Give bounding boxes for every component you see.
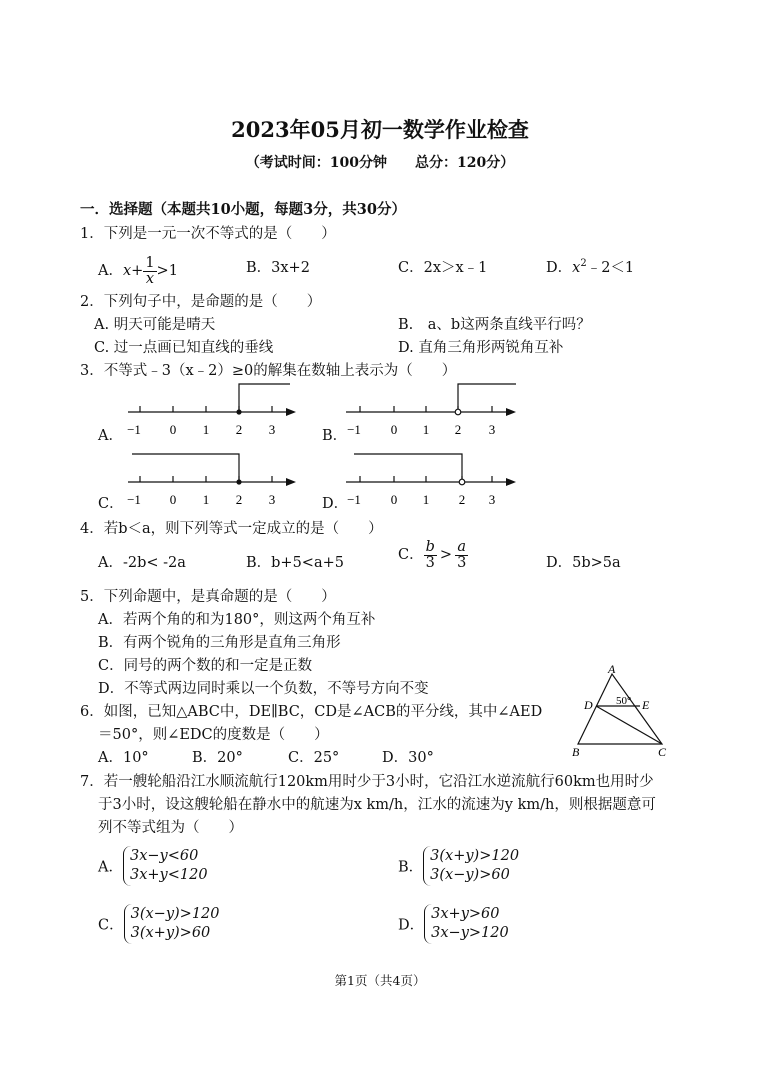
q3-option-b: B． <box>322 428 348 444</box>
q6-option-b: B．20° <box>192 750 243 766</box>
page-title: 2023年05月初一数学作业检查 <box>231 117 529 142</box>
q2-option-a: A. 明天可能是晴天 <box>94 317 216 333</box>
angle-label: 50° <box>616 695 632 707</box>
page-subtitle: （考试时间：100分钟 总分：120分） <box>245 155 515 171</box>
axis-label: 1 <box>422 422 430 437</box>
question-5-stem: 5．下列命题中，是真命题的是（ ） <box>80 589 336 605</box>
vertex-label-e: E <box>642 698 650 712</box>
q7-option-d: D．3x+y>60 3x−y>120 <box>398 904 509 944</box>
axis-label: 0 <box>169 422 177 437</box>
page-footer: 第1页（共4页） <box>334 973 426 988</box>
question-2-stem: 2．下列句子中，是命题的是（ ） <box>80 294 322 310</box>
axis-label: 1 <box>202 492 210 507</box>
q2-option-c: C. 过一点画已知直线的垂线 <box>94 340 274 356</box>
q1-option-c: C．2x＞x﹣1 <box>398 260 488 276</box>
axis-label: 3 <box>268 492 276 507</box>
number-line-a <box>128 384 300 444</box>
q7-system-a: 3x−y<60 3x+y<120 <box>123 846 208 886</box>
q7-option-c: C．3(x−y)>120 3(x+y)>60 <box>98 904 220 944</box>
axis-label: −1 <box>127 422 141 437</box>
axis-label: 3 <box>488 492 496 507</box>
q5-option-b: B．有两个锐角的三角形是直角三角形 <box>98 635 341 651</box>
question-4-stem: 4．若b＜a，则下列等式一定成立的是（ ） <box>80 521 383 537</box>
q7-system-d: 3x+y>60 3x−y>120 <box>424 904 509 944</box>
q7-system-c: 3(x−y)>120 3(x+y)>60 <box>124 904 220 944</box>
q6-option-a: A．10° <box>98 750 149 766</box>
q1-fraction: $\frac{1}{x}$ <box>145 255 155 287</box>
number-line-d <box>346 452 522 512</box>
q3-option-d: D． <box>322 496 349 512</box>
q4-option-b: B．b+5<a+5 <box>246 555 344 571</box>
axis-label: 1 <box>422 492 430 507</box>
q1-option-d: D．$x^2﹣2<1$ <box>546 258 635 276</box>
q5-option-a: A．若两个角的和为180°，则这两个角互补 <box>98 612 376 628</box>
q1-option-b: B．3x+2 <box>246 260 310 276</box>
q2-option-d: D. 直角三角形两锐角互补 <box>398 340 564 356</box>
q4-option-c: C． $\frac{b}{3}$ > $\frac{a}{3}$ <box>398 539 467 571</box>
axis-label: 2 <box>454 422 462 437</box>
vertex-label-b: B <box>572 745 580 759</box>
q7-option-a: A．3x−y<60 3x+y<120 <box>98 846 208 886</box>
q5-option-c: C．同号的两个数的和一定是正数 <box>98 658 313 674</box>
q5-option-d: D．不等式两边同时乘以一个负数，不等号方向不变 <box>98 681 429 697</box>
section-title: 一．选择题（本题共10小题，每题3分，共30分） <box>80 201 406 218</box>
q4-option-d: D．5b>5a <box>546 555 621 571</box>
axis-label: 2 <box>458 492 466 507</box>
question-1-stem: 1．下列是一元一次不等式的是（ ） <box>80 226 336 242</box>
axis-label: 1 <box>202 422 210 437</box>
q7-option-b: B．3(x+y)>120 3(x−y)>60 <box>398 846 519 886</box>
vertex-label-c: C <box>658 745 667 759</box>
q4-fraction-a: $\frac{a}{3}$ <box>457 539 467 571</box>
axis-label: 3 <box>268 422 276 437</box>
q3-option-c: C． <box>98 496 124 512</box>
question-6-stem: 6．如图，已知△ABC中，DE∥BC，CD是∠ACB的平分线，其中∠AED <box>80 704 543 720</box>
triangle-figure <box>570 664 680 758</box>
question-3-stem: 3．不等式﹣3（x﹣2）≥0的解集在数轴上表示为（ ） <box>80 363 457 379</box>
question-6-stem-line2: ＝50°，则∠EDC的度数是（ ） <box>98 727 329 743</box>
vertex-label-d: D <box>584 698 593 712</box>
axis-label: 2 <box>235 492 243 507</box>
number-line-c <box>128 452 300 512</box>
question-7-stem-line2: 于3小时，设这艘轮船在静水中的航速为x km/h，江水的流速为y km/h，则根据题意可 <box>98 797 656 813</box>
q1-option-a: A．x+ $\frac{1}{x}$ >1 <box>98 255 178 287</box>
q4-fraction-b: $\frac{b}{3}$ <box>425 539 435 571</box>
axis-label: −1 <box>347 492 361 507</box>
axis-label: 0 <box>390 492 398 507</box>
axis-label: 2 <box>235 422 243 437</box>
axis-label: −1 <box>127 492 141 507</box>
q7-system-b: 3(x+y)>120 3(x−y)>60 <box>423 846 519 886</box>
axis-label: 0 <box>169 492 177 507</box>
q2-option-b: B. a、b这两条直线平行吗？ <box>398 317 591 333</box>
q3-option-a: A． <box>98 428 123 444</box>
q4-option-a: A．-2b< -2a <box>98 555 186 571</box>
axis-label: 3 <box>488 422 496 437</box>
axis-label: 0 <box>390 422 398 437</box>
q6-option-d: D．30° <box>382 750 434 766</box>
axis-label: −1 <box>347 422 361 437</box>
vertex-label-a: A <box>608 662 616 676</box>
number-line-b <box>346 384 522 444</box>
q6-option-c: C．25° <box>288 750 340 766</box>
question-7-stem: 7．若一艘轮船沿江水顺流航行120km用时少于3小时，它沿江水逆流航行60km也用时少 <box>80 774 654 790</box>
question-7-stem-line3: 列不等式组为（ ） <box>98 820 243 836</box>
